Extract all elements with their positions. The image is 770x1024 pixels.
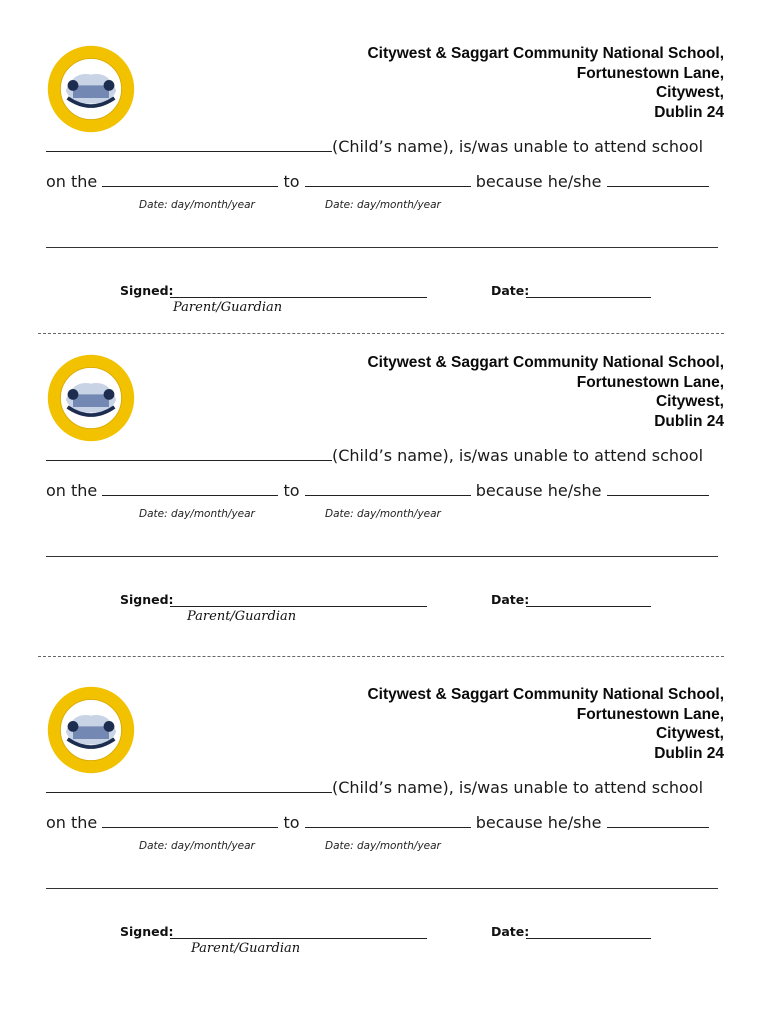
reason-line[interactable] [46,247,718,248]
school-name: Citywest & Saggart Community National School, [367,686,724,703]
signature-field[interactable] [170,606,427,607]
school-logo [46,44,136,134]
date-field[interactable] [526,938,651,939]
school-town: Citywest, [655,84,724,101]
child-name-suffix: (Child’s name), is/was unable to attend school [332,778,704,797]
school-area: Dublin 24 [654,744,724,762]
reason-start-field[interactable] [607,481,709,496]
school-street: Fortunestown Lane, [576,705,724,723]
child-name-line [46,778,703,797]
signature-field[interactable] [170,938,427,939]
because-label: because he/she [475,481,602,500]
from-date-field[interactable] [102,813,278,828]
parent-guardian-label: Parent/Guardian [191,941,301,956]
to-date-field[interactable] [305,481,471,496]
school-address [367,44,724,122]
cut-line-2 [38,656,724,657]
because-label: because he/she [475,172,602,191]
reason-line[interactable] [46,888,718,889]
to-label: to [283,481,300,500]
school-address [367,685,724,763]
from-date-field[interactable] [102,172,278,187]
child-name-line [46,446,703,465]
on-the-label: on the [46,813,98,832]
school-street: Fortunestown Lane, [576,64,724,82]
school-area: Dublin 24 [654,412,724,430]
dates-line [46,172,709,191]
parent-guardian-label: Parent/Guardian [173,300,283,315]
child-name-suffix: (Child’s name), is/was unable to attend school [332,137,704,156]
date-field[interactable] [526,297,651,298]
on-the-label: on the [46,172,98,191]
child-name-line [46,137,703,156]
reason-line[interactable] [46,556,718,557]
from-date-hint: Date: day/month/year [139,199,255,211]
dates-line [46,813,709,832]
school-address [367,353,724,431]
from-date-hint: Date: day/month/year [139,840,255,852]
from-date-field[interactable] [102,481,278,496]
signed-label: Signed: [120,592,174,607]
school-town: Citywest, [655,393,724,410]
cut-line-1 [38,333,724,334]
date-label: Date: [491,924,530,939]
to-date-hint: Date: day/month/year [325,508,441,520]
to-date-hint: Date: day/month/year [325,199,441,211]
school-logo [46,353,136,443]
parent-guardian-label: Parent/Guardian [187,609,297,624]
child-name-field[interactable] [46,778,332,793]
child-name-field[interactable] [46,446,332,461]
to-label: to [283,172,300,191]
absence-note-2 [0,347,770,679]
reason-start-field[interactable] [607,172,709,187]
date-label: Date: [491,592,530,607]
child-name-suffix: (Child’s name), is/was unable to attend school [332,446,704,465]
reason-start-field[interactable] [607,813,709,828]
to-label: to [283,813,300,832]
school-area: Dublin 24 [654,103,724,121]
date-label: Date: [491,283,530,298]
school-name: Citywest & Saggart Community National School, [367,45,724,62]
date-field[interactable] [526,606,651,607]
school-name: Citywest & Saggart Community National School, [367,354,724,371]
absence-note-1 [0,38,770,370]
school-street: Fortunestown Lane, [576,373,724,391]
because-label: because he/she [475,813,602,832]
to-date-field[interactable] [305,172,471,187]
signed-label: Signed: [120,924,174,939]
school-town: Citywest, [655,725,724,742]
on-the-label: on the [46,481,98,500]
signed-label: Signed: [120,283,174,298]
from-date-hint: Date: day/month/year [139,508,255,520]
signature-field[interactable] [170,297,427,298]
to-date-field[interactable] [305,813,471,828]
school-logo [46,685,136,775]
child-name-field[interactable] [46,137,332,152]
dates-line [46,481,709,500]
to-date-hint: Date: day/month/year [325,840,441,852]
absence-note-3 [0,679,770,1011]
